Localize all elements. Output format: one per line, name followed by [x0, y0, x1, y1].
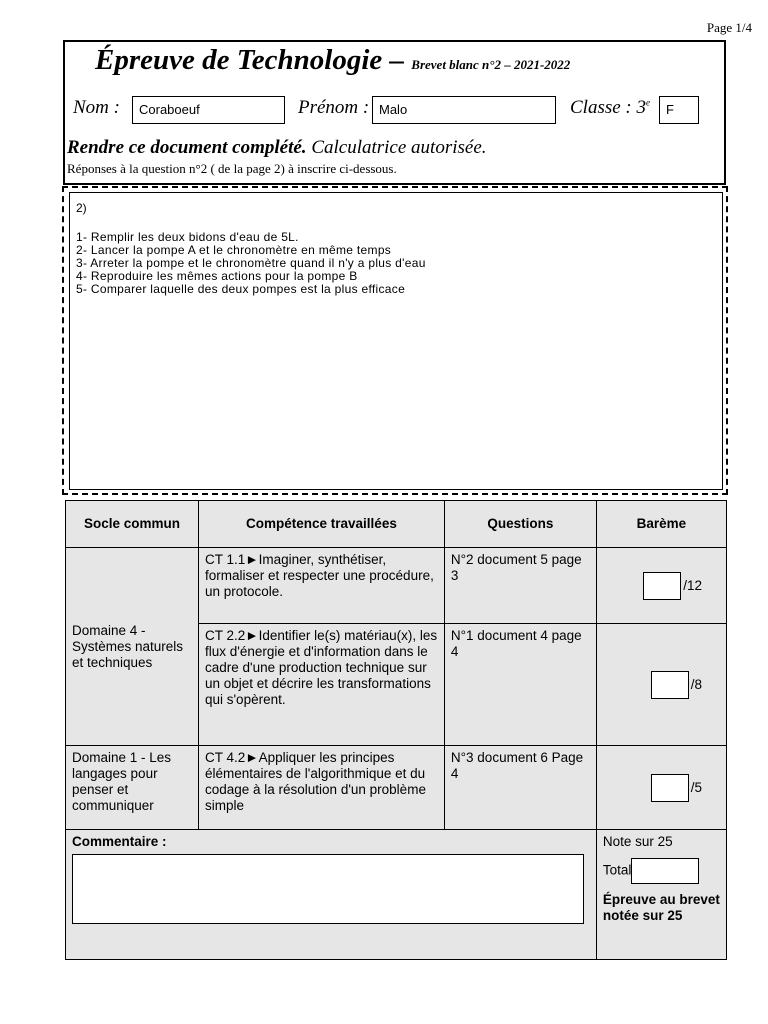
answer-note: Réponses à la question n°2 ( de la page 2) à inscrire ci-dessous.	[67, 161, 397, 176]
header-competence: Compétence travaillées	[198, 501, 444, 548]
bareme-cell	[596, 624, 726, 746]
score-row	[603, 671, 720, 699]
score-row	[603, 774, 720, 802]
bareme-cell	[596, 548, 726, 624]
total-cell	[596, 830, 726, 960]
domain-1-cell: Domaine 1 - Les langages pour penser et communiquer	[66, 746, 199, 830]
question-label: 2)	[76, 201, 87, 215]
instruction-bold: Rendre ce document complété.	[67, 137, 307, 158]
answer-line: 1- Remplir les deux bidons d'eau de 5L.	[76, 230, 299, 244]
answer-area[interactable]	[69, 192, 723, 490]
title-text: Épreuve de Technologie –	[95, 44, 405, 76]
question-cell: N°1 document 4 page 4	[444, 624, 596, 746]
comment-cell	[66, 830, 597, 960]
classe-label	[570, 97, 650, 119]
classe-label-text: Classe : 3	[570, 97, 646, 118]
answer-line: 4- Reproduire les mêmes actions pour la pompe B	[76, 269, 358, 283]
nom-field[interactable]: Coraboeuf	[132, 96, 285, 124]
note-label: Note sur 25	[602, 834, 673, 849]
page-title	[95, 44, 570, 77]
score-input[interactable]	[651, 671, 689, 699]
total-input[interactable]	[631, 858, 699, 884]
answer-line: 3- Arreter la pompe et le chronomètre quand il n'y a plus d'eau	[76, 256, 426, 270]
exam-subtitle: Brevet blanc n°2 – 2021-2022	[411, 57, 571, 72]
prenom-field[interactable]: Malo	[372, 96, 556, 124]
comment-input[interactable]	[72, 854, 584, 924]
score-max: /8	[690, 676, 702, 692]
total-row	[603, 858, 720, 884]
prenom-label: Prénom :	[298, 97, 370, 118]
score-max: /12	[683, 577, 702, 593]
competence-cell: CT 4.2►Appliquer les principes élémentaires de l'algorithmique et du codage à la résolution d'un problème simple	[198, 746, 444, 830]
classe-sup: e	[646, 97, 650, 108]
instructions	[67, 137, 487, 159]
header-socle: Socle commun	[66, 501, 199, 548]
instruction-rest: Calculatrice autorisée.	[311, 137, 487, 158]
header-questions: Questions	[444, 501, 596, 548]
question-cell: N°2 document 5 page 3	[444, 548, 596, 624]
answer-line: 2- Lancer la pompe A et le chronomètre en même temps	[76, 243, 392, 257]
score-input[interactable]	[651, 774, 689, 802]
nom-label: Nom :	[73, 97, 120, 118]
classe-field[interactable]: F	[659, 96, 699, 124]
page-number: Page 1/4	[706, 20, 752, 35]
score-row	[603, 572, 720, 600]
grading-table	[65, 500, 727, 960]
question-cell: N°3 document 6 Page 4	[444, 746, 596, 830]
footer-note: Épreuve au brevet notée sur 25	[602, 892, 720, 923]
answer-line: 5- Comparer laquelle des deux pompes est la plus efficace	[76, 282, 406, 296]
domain-4-cell: Domaine 4 - Systèmes naturels et techniques	[66, 548, 199, 746]
header-bareme: Barème	[596, 501, 726, 548]
total-label: Total	[602, 862, 632, 878]
bareme-cell	[596, 746, 726, 830]
score-input[interactable]	[643, 572, 681, 600]
comment-label: Commentaire :	[72, 834, 167, 849]
score-max: /5	[690, 779, 702, 795]
competence-cell: CT 1.1►Imaginer, synthétiser, formaliser et respecter une procédure, un protocole.	[198, 548, 444, 624]
competence-cell: CT 2.2►Identifier le(s) matériau(x), les flux d'énergie et d'information dans le cadre d'une production technique sur un objet et décrire les transformations qui s'opèrent.	[198, 624, 444, 746]
